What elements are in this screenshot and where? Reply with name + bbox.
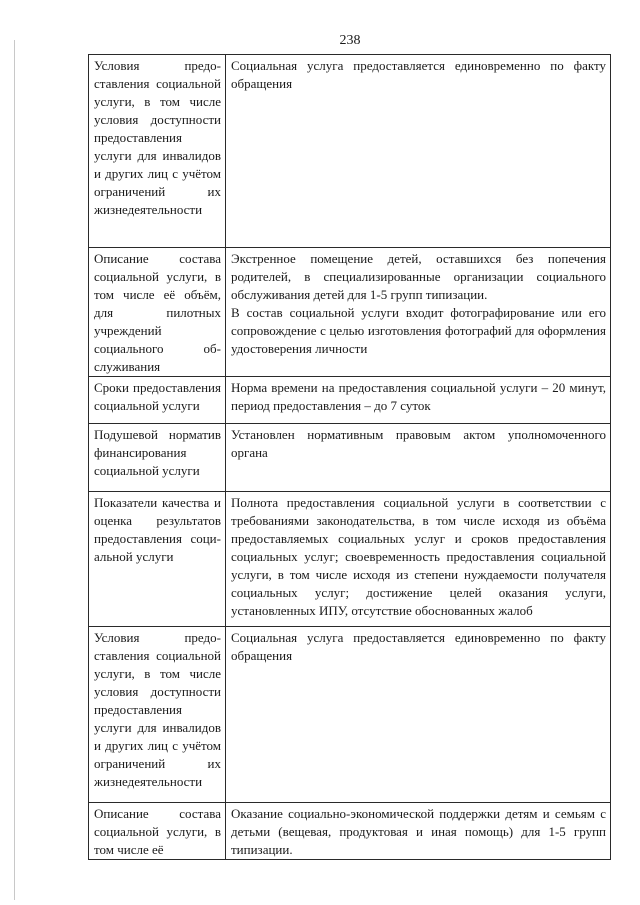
row-value-paragraph: Социальная услуга предоставляется единовременно по факту обращения — [231, 630, 606, 663]
row-value-paragraph: Экстренное помещение детей, оставшихся без попечения родителей, в специализированные организации социального обслуживания детей для 1-5 групп типизации. — [231, 251, 606, 302]
table-row — [89, 55, 611, 248]
row-value-paragraph: Социальная услуга предоставляется единовременно по факту обращения — [231, 58, 606, 91]
row-value — [226, 377, 611, 424]
row-value — [226, 627, 611, 803]
row-label: Условия предоставления социальной услуги, в том числе условия доступности предоставления услуги для инвалидов и других лиц с учётом ограничений их жизнедеятельности — [89, 627, 226, 803]
row-value — [226, 424, 611, 492]
row-value-paragraph: Полнота предоставления социальной услуги в соответствии с требованиями законодательства, в том числе исходя из объёма предоставляемых социальных услуг и сроков предоставления социальных услуг; своевременность предоставления социальной услуги, в том числе исходя из степени нуждаемости получателя социальных услуг; достижение целей оказания услуги, установленных ИПУ, отсутствие обоснованных жалоб — [231, 495, 606, 618]
table-row — [89, 377, 611, 424]
table-row — [89, 492, 611, 627]
row-label: Сроки предоставления социальной услуги — [89, 377, 226, 424]
row-value-paragraph: Установлен нормативным правовым актом уполномоченного органа — [231, 427, 606, 460]
row-label: Описание состава социальной услуги, в том числе её — [89, 803, 226, 860]
document-table — [88, 54, 611, 860]
row-value-paragraph: Оказание социально-экономической поддержки детям и семьям с детьми (вещевая, продуктовая и иная помощь) для 1-5 групп типизации. — [231, 806, 606, 857]
row-value — [226, 492, 611, 627]
row-label: Условия предоставления социальной услуги, в том числе условия доступности предоставления услуги для инвалидов и других лиц с учётом ограничений их жизнедеятельности — [89, 55, 226, 248]
row-value — [226, 803, 611, 860]
row-label: Подушевой норматив финансирования социальной услуги — [89, 424, 226, 492]
row-label: Показатели качества и оценка результатов предоставления социальной услуги — [89, 492, 226, 627]
row-value-paragraph: Норма времени на предоставления социальной услуги – 20 минут, период предоставления – до 7 суток — [231, 380, 606, 413]
row-value — [226, 248, 611, 377]
table-row — [89, 627, 611, 803]
page-number: 238 — [339, 33, 361, 48]
row-label: Описание состава социальной услуги, в том числе её объём, для пилотных учреждений социального обслуживания — [89, 248, 226, 377]
row-value-paragraph: В состав социальной услуги входит фотографирование или его сопровождение с целью изготовления фотографий для оформления удостоверения личности — [231, 305, 606, 356]
margin-line — [14, 40, 15, 900]
table-row — [89, 424, 611, 492]
table-row — [89, 803, 611, 860]
row-value — [226, 55, 611, 248]
table-row — [89, 248, 611, 377]
